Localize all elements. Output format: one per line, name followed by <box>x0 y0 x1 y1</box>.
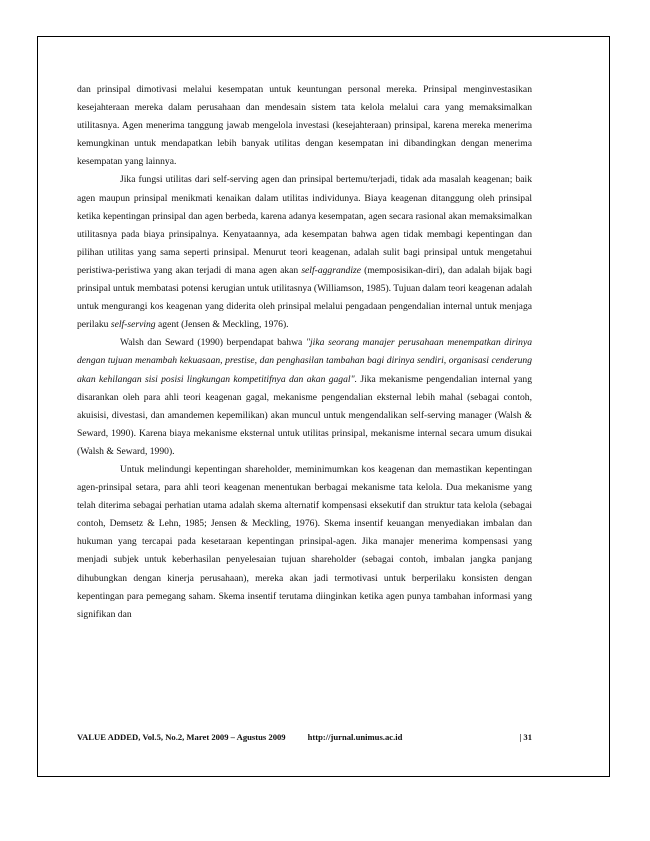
text-run: (memposisikan-diri), dan adalah bijak bagi prinsipal untuk membatasi potensi kerugian untuk utilitasnya (Williamson, 1985). Tujuan dalam teori keagenan adalah untuk mengurangi kos keagenan yang diderita oleh prinsipal melalui pengadaan pengendalian internal untuk menjaga perilaku <box>77 264 532 331</box>
body-text <box>77 81 532 624</box>
text-run: Jika mekanisme pengendalian internal yang disarankan oleh para ahli teori keagenan gagal, mekanisme pengendalian eksternal lebih mahal (sebagai contoh, akuisisi, divestasi, dan amandemen kepemilikan) akan muncul untuk mengendalikan self-serving manager (Walsh & Seward, 1990). Karena biaya mekanisme eksternal untuk utilitas prinsipal, mekanisme internal secara umum disukai (Walsh & Seward, 1990). <box>77 373 533 457</box>
italic-text: self-serving <box>110 319 156 331</box>
text-run: Untuk melindungi kepentingan shareholder, meminimumkan kos keagenan dan memastikan kepentingan agen-prinsipal setara, para ahli teori keagenan menentukan berbagai mekanisme tata kelola. Dua mekanisme yang telah diterima sebagai perhatian utama adalah skema alternatif kompensasi eksekutif dan struktur tata kelola (sebagai contoh, Demsetz & Lehn, 1985; Jensen & Meckling, 1976). Skema insentif keuangan menyediakan imbalan dan hukuman yang tercapai pada kesetaraan kepentingan prinsipal-agen. Jika manajer menerima kompensasi yang menjadi subjek untuk keberhasilan penyelesaian tujuan shareholder (sebagai contoh, imbalan jangka panjang dihubungkan dengan kinerja perusahaan), mereka akan jadi termotivasi untuk berperilaku konsisten dengan kepentingan para pemegang saham. Skema insentif terutama diinginkan ketika agen punya tambahan informasi yang signifikan dan <box>77 463 532 620</box>
page-number: | 31 <box>519 732 532 742</box>
paragraph <box>77 334 532 461</box>
text-run: Jika fungsi utilitas dari self-serving agen dan prinsipal bertemu/terjadi, tidak ada masalah keagenan; baik agen maupun prinsipal menikmati kenaikan dalam utilitas individunya. Biaya keagenan ditanggung oleh prinsipal ketika kepentingan prinsipal dan agen berbeda, karena adanya kesempatan, agen secara rasional akan memaksimalkan utilitasnya pada biaya prinsipalnya. Kenyataannya, ada kesempatan bahwa agen tidak membagi kepentingan dan pilihan utilitas yang sama seperti prinsipal. Menurut teori keagenan, adalah sulit bagi prinsipal untuk mengetahui peristiwa-peristiwa yang akan terjadi di mana agen akan <box>77 174 532 276</box>
journal-citation: VALUE ADDED, Vol.5, No.2, Maret 2009 – Agustus 2009 <box>77 732 286 742</box>
paragraph <box>77 461 532 624</box>
text-run: agent (Jensen & Meckling, 1976). <box>155 319 289 331</box>
page-footer <box>77 732 532 742</box>
italic-text: self-aggrandize <box>301 264 362 276</box>
journal-url: http://jurnal.unimus.ac.id <box>307 732 403 742</box>
text-run: Walsh dan Seward (1990) berpendapat bahwa <box>120 337 306 349</box>
paragraph <box>77 81 532 171</box>
paragraph <box>77 171 532 334</box>
text-run: dan prinsipal dimotivasi melalui kesempatan untuk keuntungan personal mereka. Prinsipal menginvestasikan kesejahteraan mereka dalam perusahaan dan mendesain sistem tata kelola melalui cara yang memaksimalkan utilitasnya. Agen menerima tanggung jawab mengelola investasi (kesejahteraan) prinsipal, karena mereka menerima kemungkinan untuk mendapatkan lebih banyak utilitas dengan kesempatan ini dibandingkan dengan menerima kesempatan yang lainnya. <box>77 84 532 168</box>
italic-text: "jika seorang manajer perusahaan menempatkan dirinya dengan tujuan menambah kekuasaan, prestise, dan penghasilan tambahan bagi dirinya sendiri, organisasi cenderung akan kehilangan sisi posisi lingkungan kompetitifnya dan akan gagal". <box>77 337 533 385</box>
